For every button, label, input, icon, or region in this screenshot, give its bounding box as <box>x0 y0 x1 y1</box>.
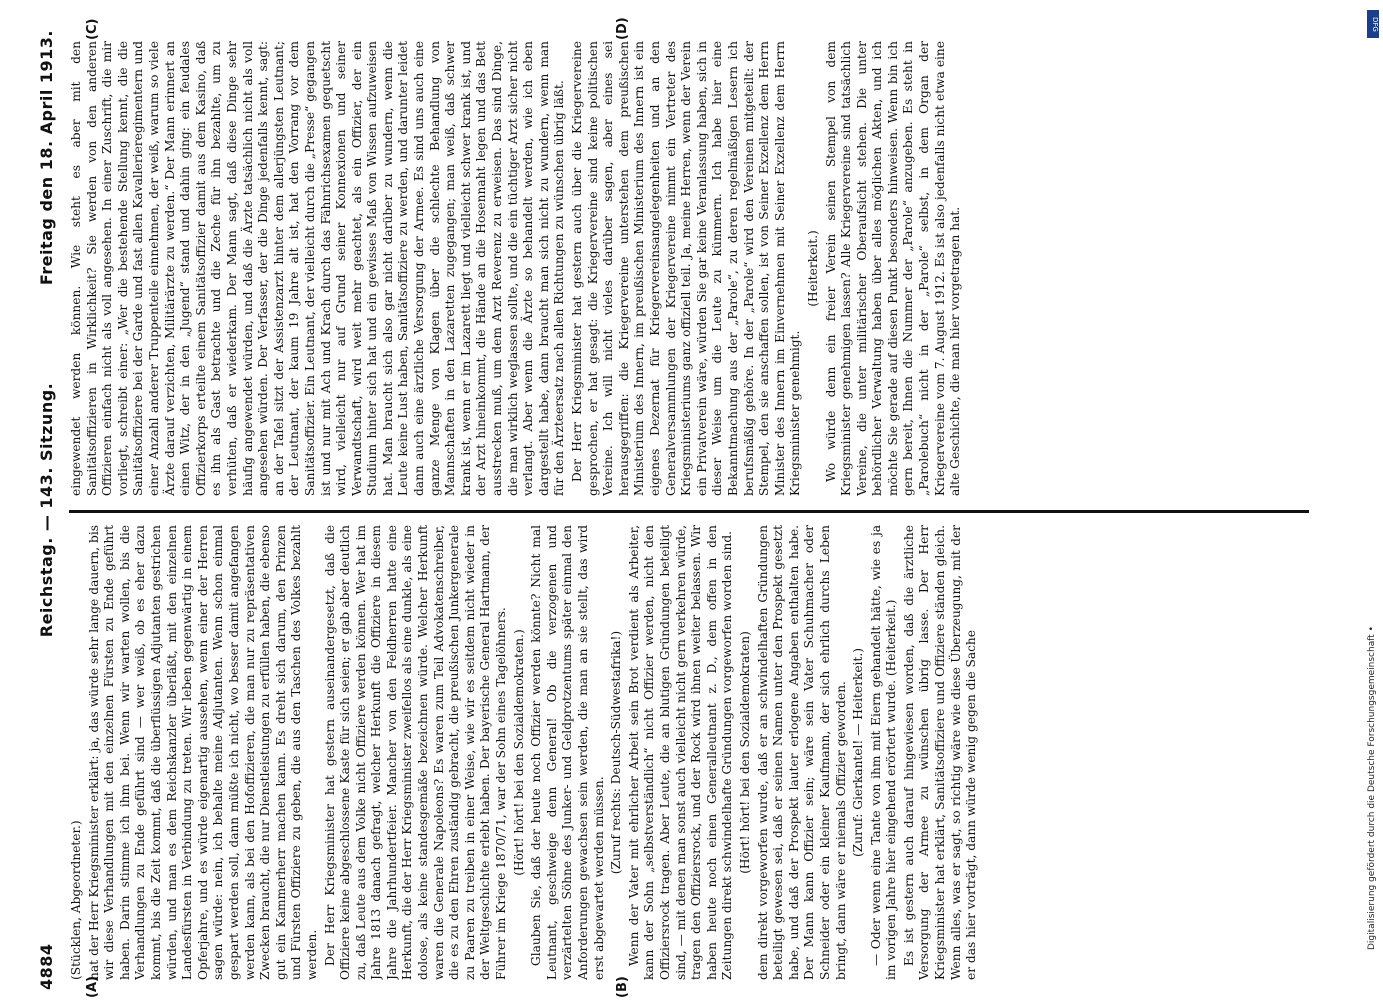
paragraph: — Oder wenn eine Tante von ihm mit Eiern gehandelt hätte, wie es ja im vorigen Jahre hier eingehend erörtert wurde. (Heiterkeit.) <box>868 525 899 980</box>
paragraph: Der Herr Kriegsminister hat gestern auch über die Kriegervereine gesprochen, er hat gesagt: die Kriegervereine sind keine politischen Vereine. Ich will nicht vieles darüber sagen, aber eines sei herausgegriffen: die Kriegervereine unterstehen dem preußischen Ministerium des Innern, im preußischen Ministerium des Innern ist ein eigenes Dezernat für Kriegervereinsangelegenheiten und an den Generalversammlungen der Kriegervereine nimmt ein Vertreter des Kriegsministeriums ganz offiziell teil. Ja, meine Herren, wenn der Verein ein Privatverein wäre, würden Sie gar keine Veranlassung haben, sich in dieser Weise um die Leute zu kümmern. Ich habe hier eine Bekanntmachung aus der „Parole“, zu deren regelmäßigen Lesern ich berufsmäßig gehöre. In der „Parole“ wird den Vereinen mitgeteilt: der Stempel, den sie anschaffen sollen, ist von Seiner Exzellenz dem Herrn Minister des Innern im Einvernehmen mit Seiner Exzellenz dem Herrn Kriegsminister genehmigt. <box>570 41 803 496</box>
speaker-label: (Stücklen, Abgeordneter.) <box>69 820 83 980</box>
credit-text: Digitalisierung gefördert durch die Deutsche Forschungsgemeinschaft • <box>1367 626 1377 950</box>
interjection: (Heiterkeit.) <box>805 230 820 307</box>
paragraph: Glauben Sie, daß der heute noch Offizier werden könnte? Nicht mal Leutnant, geschweige denn General! Ob die verzogenen und verzärtelten Söhne des Junker- und Geldprotzentums später einmal den Anforderungen gewachsen sein werden, die man an sie stellt, das wird erst abgewartet werden müssen. <box>529 525 606 980</box>
paragraph: Es ist gestern auch darauf hingewiesen worden, daß die ärztliche Versorgung der Armee zu wünschen übrig lasse. Der Herr Kriegsminister hat erklärt, Sanitätsoffiziere und Offiziere ständen gleich. Wenn alles, was er sagt, so richtig wäre wie diese Überzeugung, mit der er das hier vorträgt, dann würde wenig gegen die Sache <box>901 525 979 980</box>
margin-marker-d: (D) <box>615 17 630 40</box>
margin-marker-c: (C) <box>85 18 100 40</box>
margin-marker-a: (A) <box>85 976 100 998</box>
rotated-page <box>35 17 1335 998</box>
paragraph: hat der Herr Kriegsminister erklärt: ja, das würde sehr lange dauern, bis wir diese Verhandlungen mit den einzelnen Fürsten zu Ende geführt haben. Darin stimme ich ihm bei. Wenn wir warten wollen, bis die Verhandlungen zu Ende geführt sind — wer weiß, ob es eher dazu kommt, bis die Zeit kommt, daß die überflüssigen Adjutanten gestrichen würden, und man es dem Reichskanzler überläßt, mit den einzelnen Landesfürsten in Verbindung zu treten. Wir leben gegenwärtig in einem Opferjahre, und es würde eigenartig aussehen, wenn einer der Herren sagen würde: nein, ich behalte meine Adjutanten. Wenn schon einmal gespart werden soll, dann müßte ich nicht, wo besser damit angefangen werden kann, als bei den Hofoffizieren, die man nur zu repräsentativen Zwecken braucht, die nur Dienstleistungen zu erfüllen haben, die ebenso gut ein Kammerherr machen kann. Es dreht sich darum, den Prinzen und Fürsten Offiziere zu geben, die aus den Taschen des Volkes bezahlt werden. <box>86 525 319 980</box>
right-column <box>69 41 1329 496</box>
digitization-credit <box>1353 10 1375 990</box>
interjection: (Hört! hört! bei den Sozialdemokraten.) <box>511 629 526 876</box>
page-number: 4884 <box>37 943 56 990</box>
left-column <box>69 525 1329 980</box>
session-title: Reichstag. — 143. Sitzung. <box>37 382 56 638</box>
paragraph: Der Herr Kriegsminister hat gestern auseinandergesetzt, daß die Offiziere keine abgeschlossene Kaste für sich seien; er gab aber deutlich zu, daß Leute aus dem Volke nicht Offiziere werden können. Wer hat im Jahre 1813 danach gefragt, welcher Herkunft die Offiziere in diesem Jahre die Jahrhundertfeier. Mancher von den Feldherren hatte eine Herkunft, die der Herr Kriegsminister zweifellos als eine dunkle, als eine dolose, als keine standesgemäße bezeichnen würde. Welcher Herkunft waren die Generale Napoleons? Es waren zum Teil Advokatenschreiber, die es zu den Ehren zuständig gebracht, die preußischen Junkergenerale zu Paaren zu treiben in einer Weise, wie wir es seitdem nicht wieder in der Weltgeschichte erlebt haben. Der bayerische General Hartmann, der Führer im Kriege 1870/71, war der Sohn eines Tagelöhners. <box>322 525 509 980</box>
paragraph: eingewendet werden können. Wie steht es aber mit den Sanitätsoffizieren in Wirklichkeit? Sie werden von den anderen Offizieren einfach nicht als voll angesehen. In einer Zuschrift, die mir vorliegt, schreibt einer: „Wer die bestehende Stellung kennt, die die Sanitätsoffiziere bei der Garde und fast allen Kavallerieregimentern und einer Anzahl anderer Truppenteile einnehmen, der weiß, warum so viele Ärzte darauf verzichten, Militärärzte zu werden.“ Der Mann erinnert an einen Witz, der in den „Jugend“ stand und dahin ging: ein feudales Offizierkorps erteilte einem Sanitätsoffizier damit aus dem Kasino, daß es ihn als Gast betrachte und die Zeche für ihn bezahlte, um zu verhüten, daß er wiederkam. Der Mann sagt, daß diese Dinge sehr häufig angewendet würden, und daß die Ärzte tatsächlich nicht als voll angesehen würden. Der Verfasser, der die Dinge jedenfalls kennt, sagt: an der Tafel sitzt der Assistenzarzt hinter dem allerjüngsten Leutnant; der Leutnant, der kaum 19 Jahre alt ist, hat den Vorrang vor dem Sanitätsoffizier. Ein Leutnant, der vielleicht durch die „Presse“ gegangen ist und nur mit Ach und Krach durch das Fähnrichsexamen gequetscht wird, vielleicht nur auf Grund seiner Konnexionen und seiner Verwandtschaft, wird weit mehr geachtet, als ein Offizier, der ein Studium hinter sich hat und ein gewisses Maß von Wissen aufzuweisen hat. Man braucht sich also gar nicht darüber zu wundern, wenn die Leute keine Lust haben, Sanitätsoffiziere zu werden, und darunter leidet dann auch eine ärztliche Versorgung der Armee. Es sind uns auch eine ganze Menge von Klagen über die schlechte Behandlung von Mannschaften in den Lazaretten zugegangen; man weiß, daß schwer krank ist, wenn er im Lazarett liegt und vielleicht schwer krank ist, und der Arzt hineinkommt, die Hände an die Hosennaht legen und das Bett ausstrecken muß, um dem Arzt Reverenz zu erweisen. Das sind Dinge, die man wirklich weglassen sollte, und die ein tüchtiger Arzt sicher nicht verlangt. Aber wenn die Ärzte so behandelt werden, wie ich eben dargestellt habe, dann braucht man sich nicht zu wundern, wenn man für den Ärzteersatz nach allen Richtungen zu wünschen übrig läßt. <box>69 41 567 496</box>
dfg-logo: DFG <box>1367 10 1379 38</box>
paragraph: dem direkt vorgeworfen wurde, daß er an schwindelhaften Gründungen beteiligt gewesen sei, daß er seinen Namen unter den Prospekt gesetzt habe, und daß der Prospekt lauter erlogene Angaben enthalten habe. Der Mann kann Offizier sein; wäre sein Vater Schuhmacher oder Schneider oder ein kleiner Kaufmann, der sich ehrlich durchs Leben bringt, dann wäre er niemals Offizier geworden. <box>755 525 848 980</box>
paragraph: Wo würde denn ein freier Verein seinen Stempel von dem Kriegsminister genehmigen lassen? Alle Kriegervereine sind tatsächlich Vereine, die unter militärischer Oberaufsicht stehen. Die unter behördlicher Verwaltung haben über alles möglichen Akten, und ich möchte Sie gerade auf diesen Punkt besonders hinweisen. Wenn bin ich gern bereit, Ihnen die Nummer der „Parole“ anzugeben. Es steht in „Parolebuch“ nicht in der „Parole“ selbst, in dem Organ der Kriegervereine vom 7. August 1912. Es ist also jedenfalls nicht etwa eine alte Geschichte, die man hier vorgetragen hat. <box>823 41 963 496</box>
interjection: (Zuruf rechts: Deutsch-Südwestafrika!) <box>609 630 624 875</box>
session-date: Freitag den 18. April 1913. <box>37 30 56 286</box>
interjection: (Hört! hört! bei den Sozialdemokraten) <box>737 631 752 874</box>
column-divider <box>69 510 1309 513</box>
paragraph: Wenn der Vater mit ehrlicher Arbeit sein Brot verdient als Arbeiter, kann der Sohn „selbstverständlich“ nicht Offizier werden, nicht den Offiziersrock tragen. Aber Leute, die an blutigen Gründungen beteiligt sind, — mit denen man sonst auch vielleicht nicht gern verkehren würde, tragen den Offiziersrock, und der Rock wird ihnen weiter belassen. Wir haben heute noch einen Generalleutnant z. D., dem offen in den Zeitungen direkt schwindelhafte Gründungen vorgeworfen worden sind. <box>626 525 735 980</box>
margin-marker-b: (B) <box>615 976 630 998</box>
page-header <box>35 30 61 990</box>
interjection: (Zuruf: Gierkantel! — Heiterkeit.) <box>851 648 866 857</box>
